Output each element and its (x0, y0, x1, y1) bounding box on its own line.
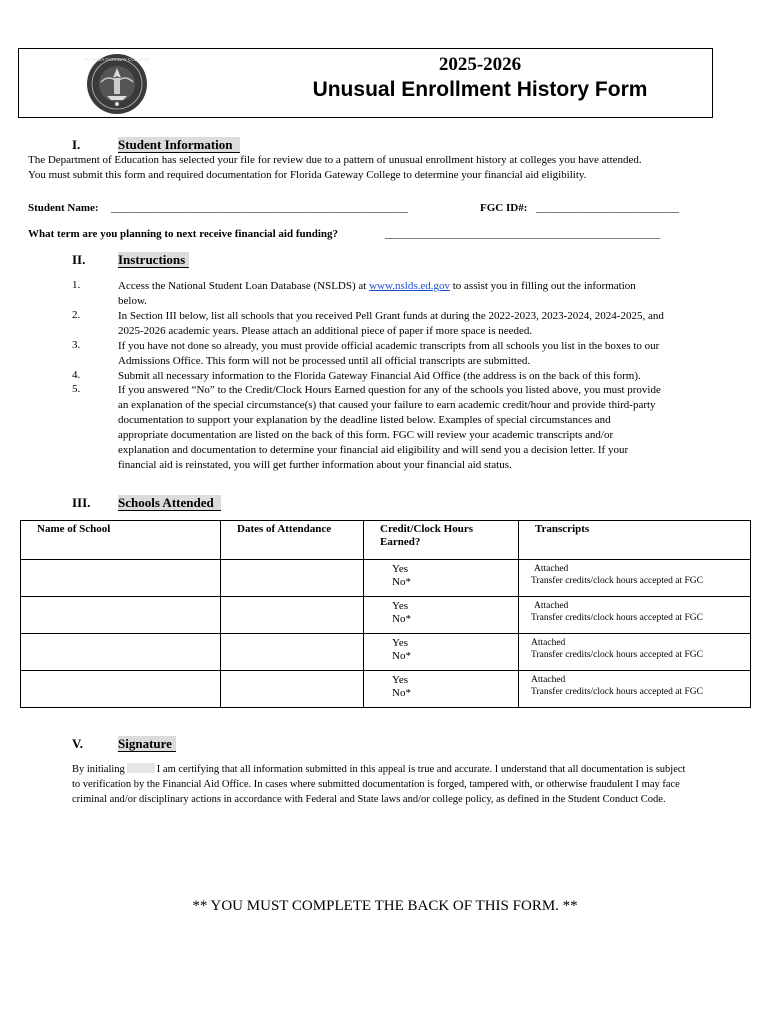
credit-cell (364, 634, 519, 671)
section5-number: V. (72, 736, 83, 751)
yes-option[interactable]: Yes (392, 637, 409, 649)
col-header-credit (364, 521, 519, 560)
student-name-field[interactable]: ______________________________________________________ (111, 202, 408, 214)
section2-number: II. (72, 252, 86, 267)
credit-cell (364, 597, 519, 634)
table-row (21, 597, 751, 634)
section1-intro-line1: The Department of Education has selected your file for review due to a pattern of unusual enrollment history at colleges you have attended. (28, 154, 642, 166)
school-name-cell[interactable] (21, 634, 221, 671)
instruction-4-number: 4. (72, 369, 81, 381)
instruction-1 (118, 279, 750, 309)
no-option[interactable]: No* (392, 650, 411, 662)
form-title: Unusual Enrollment History Form (312, 78, 648, 101)
section1-title: Student Information (118, 137, 240, 153)
col-header-dates (221, 521, 364, 560)
yes-option[interactable]: Yes (392, 674, 409, 686)
col-header-credit-line1: Credit/Clock Hours (380, 523, 473, 535)
section1-number: I. (72, 137, 81, 152)
transcripts-cell (519, 671, 751, 708)
transcripts-cell (519, 634, 751, 671)
transfer-option[interactable]: Transfer credits/clock hours accepted at FGC (531, 613, 703, 623)
instruction-3-number: 3. (72, 339, 81, 351)
attached-option[interactable]: Attached (534, 601, 569, 611)
yes-option[interactable]: Yes (392, 600, 409, 612)
instruction-5-line5: explanation and documentation to determine your financial aid eligibility and will send you a decision letter. If your (118, 444, 629, 456)
col-header-dates-text: Dates of Attendance (237, 523, 332, 535)
dates-cell[interactable] (221, 671, 364, 708)
instruction-5-line1: If you answered “No” to the Credit/Clock Hours Earned question for any of the schools you listed above, you must provide (118, 384, 661, 396)
instruction-5-line3: documentation to support your explanation by the deadline listed below. Examples of special circumstances and (118, 414, 611, 426)
table-header-row (21, 521, 751, 560)
table-row (21, 560, 751, 597)
col-header-name-text: Name of School (37, 523, 111, 535)
section5-title: Signature (118, 736, 176, 752)
col-header-credit-line2: Earned? (380, 536, 421, 548)
dates-cell[interactable] (221, 634, 364, 671)
col-header-transcripts (519, 521, 751, 560)
section2-title: Instructions (118, 252, 189, 268)
instruction-4-line1: Submit all necessary information to the Florida Gateway Financial Aid Office (the address is on the back of this form). (118, 370, 641, 382)
transfer-option[interactable]: Transfer credits/clock hours accepted at FGC (531, 650, 703, 660)
attached-option[interactable]: Attached (531, 638, 566, 648)
fgc-id-field[interactable]: __________________________ (536, 202, 679, 214)
transfer-option[interactable]: Transfer credits/clock hours accepted at FGC (531, 576, 703, 586)
table-row (21, 671, 751, 708)
seal-text: FLORIDA GATEWAY COLLEGE (84, 57, 150, 62)
signature-text-a: By initialing (72, 764, 125, 775)
instruction-1-text-c: below. (118, 295, 147, 307)
form-year: 2025-2026 (438, 54, 522, 75)
school-name-cell[interactable] (21, 560, 221, 597)
term-field[interactable]: __________________________________________________ (385, 228, 660, 240)
instruction-3-line1: If you have not done so already, you must provide official academic transcripts from all schools you list in the boxes to our (118, 340, 660, 352)
no-option[interactable]: No* (392, 687, 411, 699)
signature-paragraph (72, 762, 762, 807)
instruction-5-line4: appropriate documentation are listed on the back of this form. FGC will review your academic transcripts and/or (118, 429, 614, 441)
instruction-1-text-a: Access the National Student Loan Database (NSLDS) at (118, 280, 370, 292)
attached-option[interactable]: Attached (531, 675, 566, 685)
student-name-label: Student Name: (28, 202, 99, 214)
instruction-2-line1: In Section III below, list all schools that you received Pell Grant funds at during the 2022-2023, 2023-2024, 2024-2025, and (118, 310, 664, 322)
instruction-2-line2: 2025-2026 academic years. Please attach an additional piece of paper if more space is needed. (118, 325, 533, 337)
nslds-link[interactable]: www.nslds.ed.gov (369, 280, 450, 292)
instruction-1-text-b: to assist you in filling out the information (449, 280, 636, 292)
table-row (21, 634, 751, 671)
school-name-cell[interactable] (21, 671, 221, 708)
term-label: What term are you planning to next receive financial aid funding? (28, 228, 339, 240)
attached-option[interactable]: Attached (534, 564, 569, 574)
yes-option[interactable]: Yes (392, 563, 409, 575)
dates-cell[interactable] (221, 597, 364, 634)
back-of-form-note: ** YOU MUST COMPLETE THE BACK OF THIS FORM. ** (192, 898, 578, 914)
transfer-option[interactable]: Transfer credits/clock hours accepted at FGC (531, 687, 703, 697)
no-option[interactable]: No* (392, 576, 411, 588)
col-header-transcripts-text: Transcripts (535, 523, 590, 535)
schools-attended-table (20, 520, 751, 708)
instruction-3 (118, 339, 750, 369)
instruction-5-line2: an explanation of the special circumstance(s) that caused your failure to earn academic credit/hour and provide third-party (118, 399, 656, 411)
instruction-4 (118, 369, 750, 384)
signature-text-b: I am certifying that all information submitted in this appeal is true and accurate. I understand that all documentation is subject (156, 764, 686, 775)
credit-cell (364, 560, 519, 597)
transcripts-cell (519, 560, 751, 597)
dates-cell[interactable] (221, 560, 364, 597)
instruction-2 (118, 309, 750, 339)
instruction-3-line2: Admissions Office. This form will not be processed until all official transcripts are submitted. (118, 355, 531, 367)
instruction-5-line6: financial aid is reinstated, you will get further information about your financial aid status. (118, 459, 512, 471)
signature-line3: criminal and/or disciplinary actions in accordance with Federal and State laws and/or college policy, as defined in the Student Conduct Code. (72, 794, 666, 805)
instruction-5-number: 5. (72, 383, 81, 395)
initials-field[interactable] (127, 763, 155, 773)
instruction-1-number: 1. (72, 279, 81, 291)
signature-line2: to verification by the Financial Aid Office. In cases where submitted documentation is forged, tampered with, or otherwise fraudulent I may face (72, 779, 680, 790)
col-header-credit-text (364, 521, 518, 549)
fgc-id-label: FGC ID#: (480, 202, 528, 214)
section1-intro-line2: You must submit this form and required documentation for Florida Gateway College to determine your financial aid eligibility. (28, 169, 587, 181)
school-name-cell[interactable] (21, 597, 221, 634)
transcripts-cell (519, 597, 751, 634)
col-header-name (21, 521, 221, 560)
instruction-5 (118, 383, 750, 473)
credit-cell (364, 671, 519, 708)
college-seal-icon (79, 52, 155, 116)
section3-number: III. (72, 495, 91, 510)
no-option[interactable]: No* (392, 613, 411, 625)
instruction-2-number: 2. (72, 309, 81, 321)
section3-title: Schools Attended (118, 495, 221, 511)
